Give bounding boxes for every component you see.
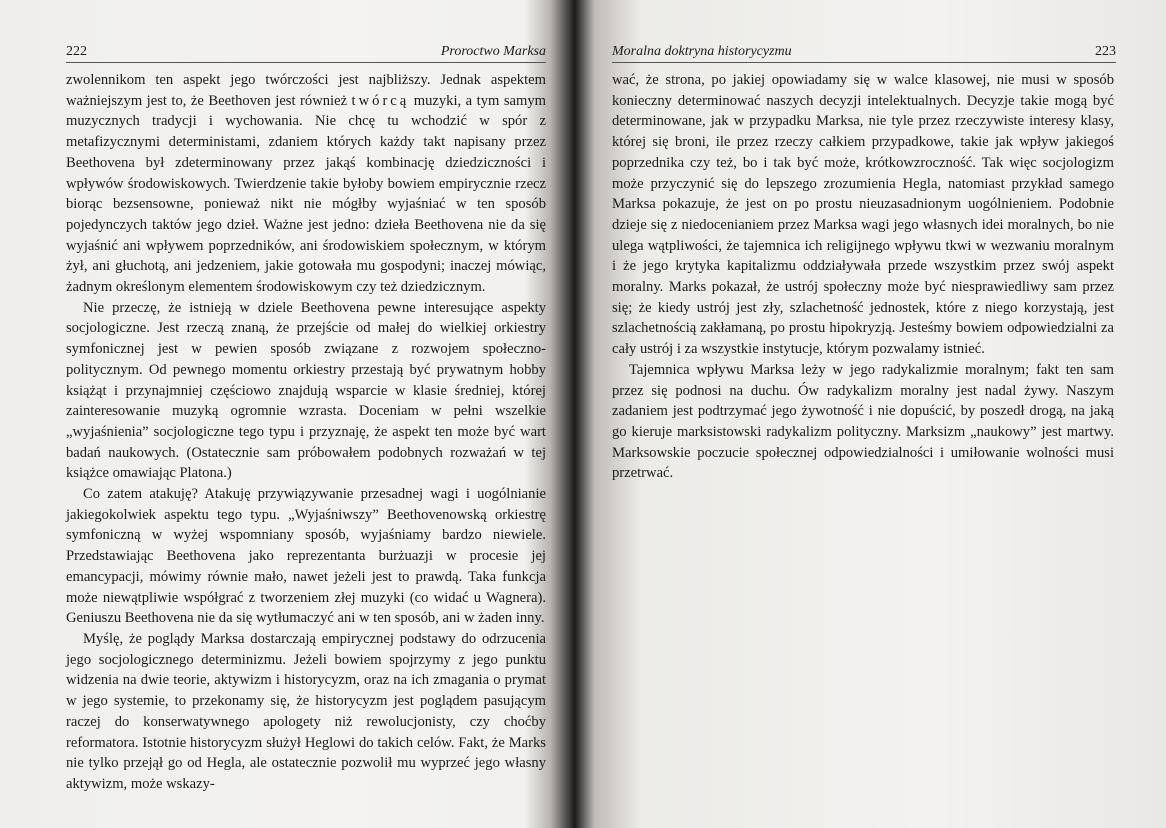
right-page-body <box>612 70 1114 484</box>
right-page-number: 223 <box>1095 44 1116 59</box>
paragraph: wać, że strona, po jakiej opowiadamy się w walce klasowej, nie musi w sposób konieczny determinować naszych decyzji intelektualnych. Decyzje takie mogą być determinowane, jak w przypadku Marksa, nie tyle przez rzeczywiste interesy klasy, której się broni, ile przez rzeczy całkiem przypadkowe, takie jak wpływ jakiegoś poprzednika czy też, bo i tak być może, krótkowzroczność. Tak więc socjologizm może przyczynić się do lepszego zrozumienia Hegla, natomiast przykład samego Marksa pokazuje, że jest on po prostu nieuzasadnionym uogólnieniem. Podobnie dzieje się z niedocenianiem przez Marksa wagi jego własnych idei moralnych, bo nie ulega wątpliwości, że tajemnica ich religijnego wpływu tkwi w wezwaniu moralnym i że jego krytyka kapitalizmu oddziaływała przede wszystkim przez swój aspekt moralny. Marks pokazał, że ustrój społeczny może być niesprawiedliwy sam przez się; że kiedy ustrój jest zły, szlachetność jednostek, które z niego korzystają, jest szlachetnością zakłamaną, po prostu hipokryzją. Jesteśmy bowiem odpowiedzialni za cały ustrój i za wszystkie instytucje, którym pozwalamy istnieć. <box>612 72 1114 358</box>
left-page <box>0 0 555 828</box>
paragraph: Tajemnica wpływu Marksa leży w jego radykalizmie moralnym; fakt ten sam przez się podnosi na duchu. Ów radykalizm moralny jest nadal żywy. Naszym zadaniem jest podtrzymać jego żywotność i nie dopuścić, by poszedł drogą, na jaką go kieruje marksistowski radykalizm polityczny. Marksizm „naukowy” jest martwy. Marksowskie poczucie społecznej odpowiedzialności i umiłowanie wolności musi przetrwać. <box>612 361 1114 482</box>
left-page-number: 222 <box>66 44 87 59</box>
left-running-head: Proroctwo Marksa <box>440 44 546 59</box>
paragraph: Myślę, że poglądy Marksa dostarczają empirycznej podstawy do odrzucenia jego socjologicznego determinizmu. Jeżeli bowiem spojrzymy z jego punktu widzenia na dwie teorie, aktywizm i historycyzm, oraz na ich zmagania o prymat w jego systemie, to przekonamy się, że historycyzm jest poglądem pasującym raczej do konserwatywnego apologety niż rewolucjonisty, czy choćby reformatora. Istotnie historycyzm służył Heglowi do takich celów. Fakt, że Marks nie tylko przejął go od Hegla, ale ostatecznie pozwolił mu wyprzeć jego własny aktywizm, może wskazy- <box>66 630 546 792</box>
paragraph: Nie przeczę, że istnieją w dziele Beethovena pewne interesujące aspekty socjologiczne. Jest rzeczą znaną, że przejście od małej do wielkiej orkiestry symfonicznej jest w pewien sposób związane z rozwojem społeczno-politycznym. Od pewnego momentu orkiestry przestają być prywatnym hobby książąt i przynajmniej częściowo znajdują wsparcie w klasie średniej, której zainteresowanie muzyką ogromnie wzrasta. Doceniam w pełni wszelkie „wyjaśnienia” socjologiczne tego typu i przyznaję, że aspekt ten może być wart badań naukowych. (Ostatecznie sam próbowałem podobnych rozważań w tej książce omawiając Platona.) <box>66 299 546 482</box>
emphasis-text: twórcą <box>351 92 410 109</box>
right-running-head: Moralna doktryna historycyzmu <box>612 44 792 59</box>
left-page-body <box>66 70 546 795</box>
right-header-rule <box>612 62 1116 63</box>
left-header-rule <box>66 62 546 63</box>
paragraph-text: muzyki, a tym samym muzycznych tradycji i wychowania. Nie chcę tu wchodzić w spór z metafizycznymi deterministami, zdaniem których każdy takt napisany przez Beethovena był zdeterminowany przez jakąś kombinację dziedziczności i wpływów środowiskowych. Twierdzenie takie byłoby bowiem empirycznie rzecz biorąc bezsensowne, ponieważ nikt nie mógłby wyjaśniać w ten sposób pojedynczych taktów jego dzieł. Ważne jest jedno: dzieła Beethovena nie da się wyjaśnić ani wpływem poprzedników, ani środowiskiem społecznym, w którym żył, ani głuchotą, ani jedzeniem, jakie gotowała mu gospodyni; inaczej mówiąc, żadnym określonym elementem środowiskowym czy też dziedzicznym. <box>66 92 546 296</box>
paragraph <box>66 70 546 298</box>
paragraph: Co zatem atakuję? Atakuję przywiązywanie przesadnej wagi i uogólnianie jakiegokolwiek aspektu tego typu. „Wyjaśniwszy” Beethovenowską orkiestrę symfoniczną w wyżej wspomniany sposób, wyjaśniamy bardzo niewiele. Przedstawiając Beethovena jako reprezentanta burżuazji w procesie jej emancypacji, mówimy równie mało, nawet jeżeli jest to prawdą. Taka funkcja może niewątpliwie współgrać z tworzeniem złej muzyki (co widać u Wagnera). Geniuszu Beethovena nie da się wytłumaczyć ani w ten sposób, ani w żaden inny. <box>66 486 546 627</box>
right-page <box>582 0 1166 828</box>
paragraph-text: zwolennikom ten aspekt jego twórczości jest najbliższy. Jednak aspektem ważniejszym jest to, że Beethoven jest również <box>66 72 546 109</box>
